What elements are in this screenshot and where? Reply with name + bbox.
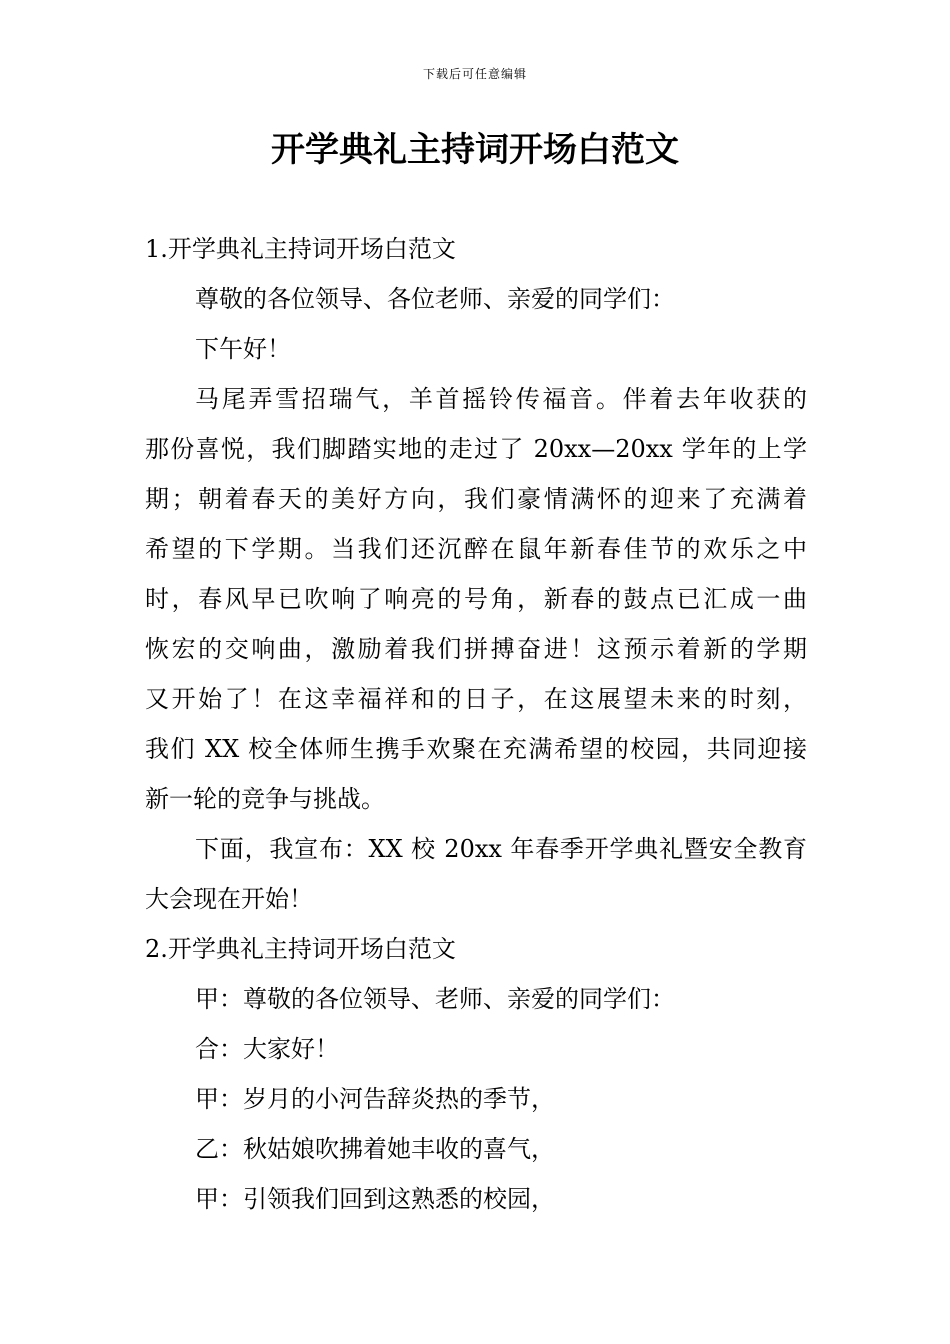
text-line: 2.开学典礼主持词开场白范文 <box>145 935 456 963</box>
text-line: 甲：引领我们回到这熟悉的校园， <box>195 1185 555 1213</box>
text-line: 恢宏的交响曲，激励着我们拼搏奋进！这预示着新的学期 <box>145 635 807 663</box>
header-note: 下载后可任意编辑 <box>422 67 527 81</box>
text-line: 下面，我宣布：XX 校 20xx 年春季开学典礼暨安全教育 <box>195 835 807 863</box>
text-line: 1.开学典礼主持词开场白范文 <box>145 235 456 263</box>
document-body <box>145 224 807 1224</box>
text-line: 甲：岁月的小河告辞炎热的季节， <box>195 1085 555 1113</box>
text-line: 希望的下学期。当我们还沉醉在鼠年新春佳节的欢乐之中 <box>145 535 807 563</box>
text-line: 期；朝着春天的美好方向，我们豪情满怀的迎来了充满着 <box>145 485 807 513</box>
text-line: 新一轮的竞争与挑战。 <box>145 785 385 813</box>
text-line: 我们 XX 校全体师生携手欢聚在充满希望的校园，共同迎接 <box>145 735 807 763</box>
text-line: 那份喜悦，我们脚踏实地的走过了 20xx—20xx 学年的上学 <box>145 435 807 463</box>
document-title: 开学典礼主持词开场白范文 <box>271 130 679 170</box>
text-line: 又开始了！在这幸福祥和的日子，在这展望未来的时刻， <box>145 685 807 713</box>
text-line: 乙：秋姑娘吹拂着她丰收的喜气， <box>195 1135 555 1163</box>
text-line: 大会现在开始！ <box>145 885 313 913</box>
text-line: 下午好！ <box>195 335 291 363</box>
text-line: 甲：尊敬的各位领导、老师、亲爱的同学们： <box>195 985 675 1013</box>
text-line: 尊敬的各位领导、各位老师、亲爱的同学们： <box>195 285 675 313</box>
text-line: 合：大家好！ <box>195 1035 339 1063</box>
text-line: 马尾弄雪招瑞气，羊首摇铃传福音。伴着去年收获的 <box>195 385 807 413</box>
text-line: 时，春风早已吹响了响亮的号角，新春的鼓点已汇成一曲 <box>145 585 807 613</box>
